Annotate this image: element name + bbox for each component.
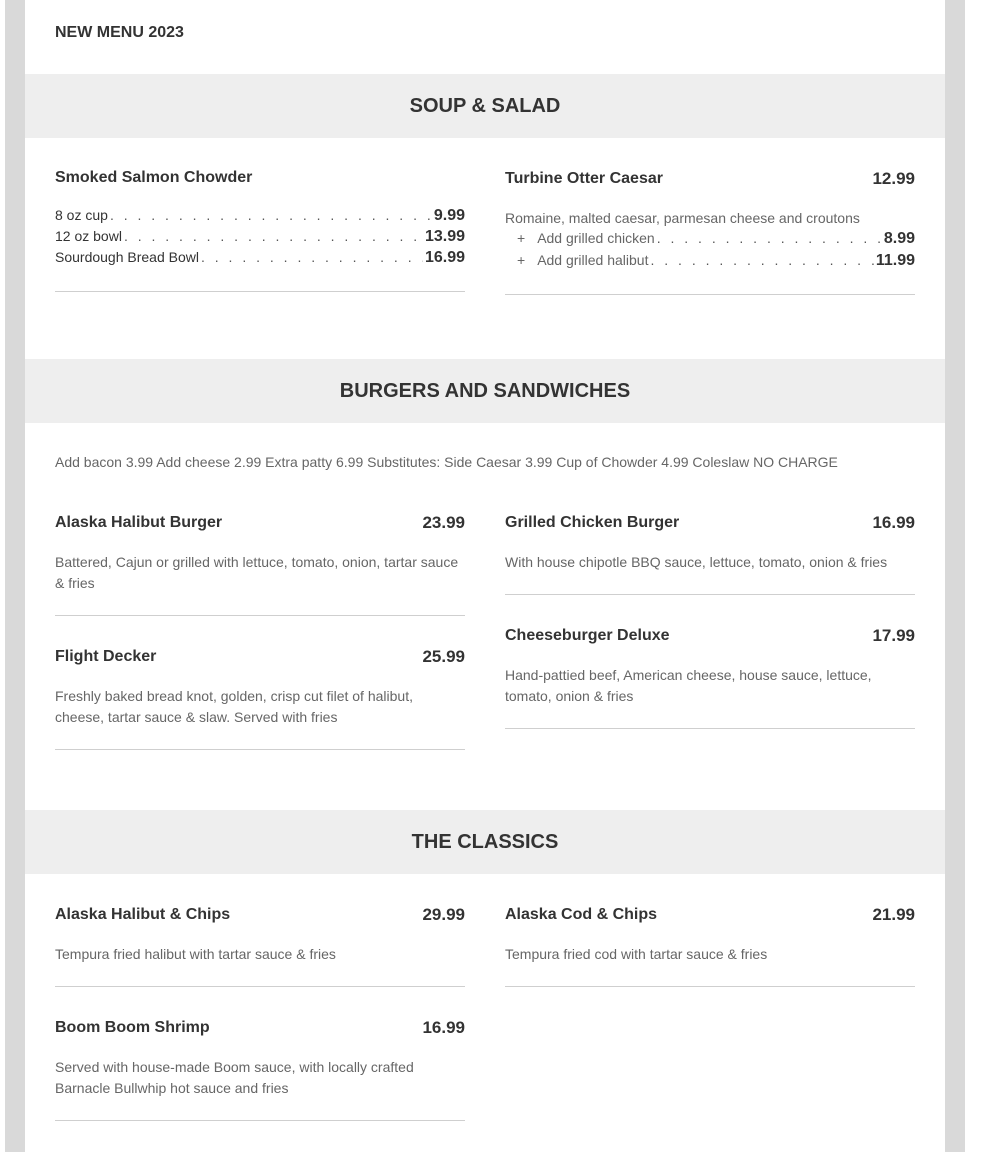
item-name: Cheeseburger Deluxe bbox=[505, 627, 670, 644]
addon-price: 8.99 bbox=[883, 230, 915, 247]
option-label: 8 oz cup bbox=[55, 207, 108, 223]
item-name: Alaska Halibut Burger bbox=[55, 514, 223, 531]
addon-label: Add grilled halibut bbox=[537, 252, 649, 268]
divider bbox=[505, 986, 915, 987]
divider bbox=[505, 728, 915, 729]
option-price: 9.99 bbox=[433, 207, 465, 224]
menu-title: NEW MENU 2023 bbox=[55, 24, 184, 41]
option-price: 13.99 bbox=[424, 228, 465, 245]
divider bbox=[505, 294, 915, 295]
item-price: 16.99 bbox=[422, 1018, 465, 1037]
item-description: Served with house-made Boom sauce, with locally crafted Barnacle Bullwhip hot sauce and fries bbox=[55, 1059, 414, 1096]
item-name: Flight Decker bbox=[55, 648, 157, 665]
item-price: 29.99 bbox=[422, 905, 465, 924]
leader-dots bbox=[201, 249, 423, 265]
caesar-addon bbox=[517, 230, 915, 251]
leader-dots bbox=[124, 228, 423, 244]
caesar-addon bbox=[517, 252, 915, 273]
section-header-burgers bbox=[25, 359, 945, 423]
option-label: 12 oz bowl bbox=[55, 228, 122, 244]
plus-icon: + bbox=[517, 252, 526, 268]
item-description: Freshly baked bread knot, golden, crisp cut filet of halibut, cheese, tartar sauce & slaw. Served with fries bbox=[55, 688, 413, 725]
chowder-option bbox=[55, 228, 465, 249]
section-title: SOUP & SALAD bbox=[409, 94, 561, 117]
plus-icon: + bbox=[517, 230, 526, 246]
burger-addons-note: Add bacon 3.99 Add cheese 2.99 Extra patty 6.99 Substitutes: Side Caesar 3.99 Cup of Chowder 4.99 Coleslaw NO CHARGE bbox=[55, 454, 838, 470]
divider bbox=[55, 749, 465, 750]
chowder-option bbox=[55, 249, 465, 270]
divider bbox=[55, 615, 465, 616]
item-description-caesar: Romaine, malted caesar, parmesan cheese and croutons bbox=[505, 210, 860, 226]
item-description: Hand-pattied beef, American cheese, house sauce, lettuce, tomato, onion & fries bbox=[505, 667, 872, 704]
addon-price: 11.99 bbox=[875, 252, 915, 269]
item-description: Battered, Cajun or grilled with lettuce, tomato, onion, tartar sauce & fries bbox=[55, 554, 459, 591]
section-title: BURGERS AND SANDWICHES bbox=[339, 379, 631, 402]
item-description: Tempura fried halibut with tartar sauce & fries bbox=[55, 946, 336, 962]
item-price: 16.99 bbox=[872, 513, 915, 532]
chowder-option bbox=[55, 207, 465, 228]
item-description: With house chipotle BBQ sauce, lettuce, tomato, onion & fries bbox=[505, 554, 888, 570]
option-price: 16.99 bbox=[424, 249, 465, 266]
divider bbox=[55, 1120, 465, 1121]
item-name-caesar: Turbine Otter Caesar bbox=[505, 170, 663, 187]
divider bbox=[55, 291, 465, 292]
item-description: Tempura fried cod with tartar sauce & fries bbox=[505, 946, 768, 962]
item-price-caesar: 12.99 bbox=[872, 169, 915, 188]
divider bbox=[505, 594, 915, 595]
section-header-soup-salad bbox=[25, 74, 945, 138]
section-title: THE CLASSICS bbox=[411, 830, 559, 853]
item-name: Boom Boom Shrimp bbox=[55, 1019, 210, 1036]
item-name-chowder: Smoked Salmon Chowder bbox=[55, 169, 253, 186]
item-price: 17.99 bbox=[872, 626, 915, 645]
item-name: Alaska Cod & Chips bbox=[505, 906, 658, 923]
leader-dots bbox=[657, 230, 882, 246]
item-name: Alaska Halibut & Chips bbox=[55, 906, 231, 923]
section-header-classics bbox=[25, 810, 945, 874]
item-price: 25.99 bbox=[422, 647, 465, 666]
leader-dots bbox=[650, 252, 873, 268]
divider bbox=[55, 986, 465, 987]
item-price: 23.99 bbox=[422, 513, 465, 532]
option-label: Sourdough Bread Bowl bbox=[55, 249, 199, 265]
item-price: 21.99 bbox=[872, 905, 915, 924]
addon-label: Add grilled chicken bbox=[537, 230, 655, 246]
leader-dots bbox=[110, 207, 432, 223]
item-name: Grilled Chicken Burger bbox=[505, 514, 680, 531]
